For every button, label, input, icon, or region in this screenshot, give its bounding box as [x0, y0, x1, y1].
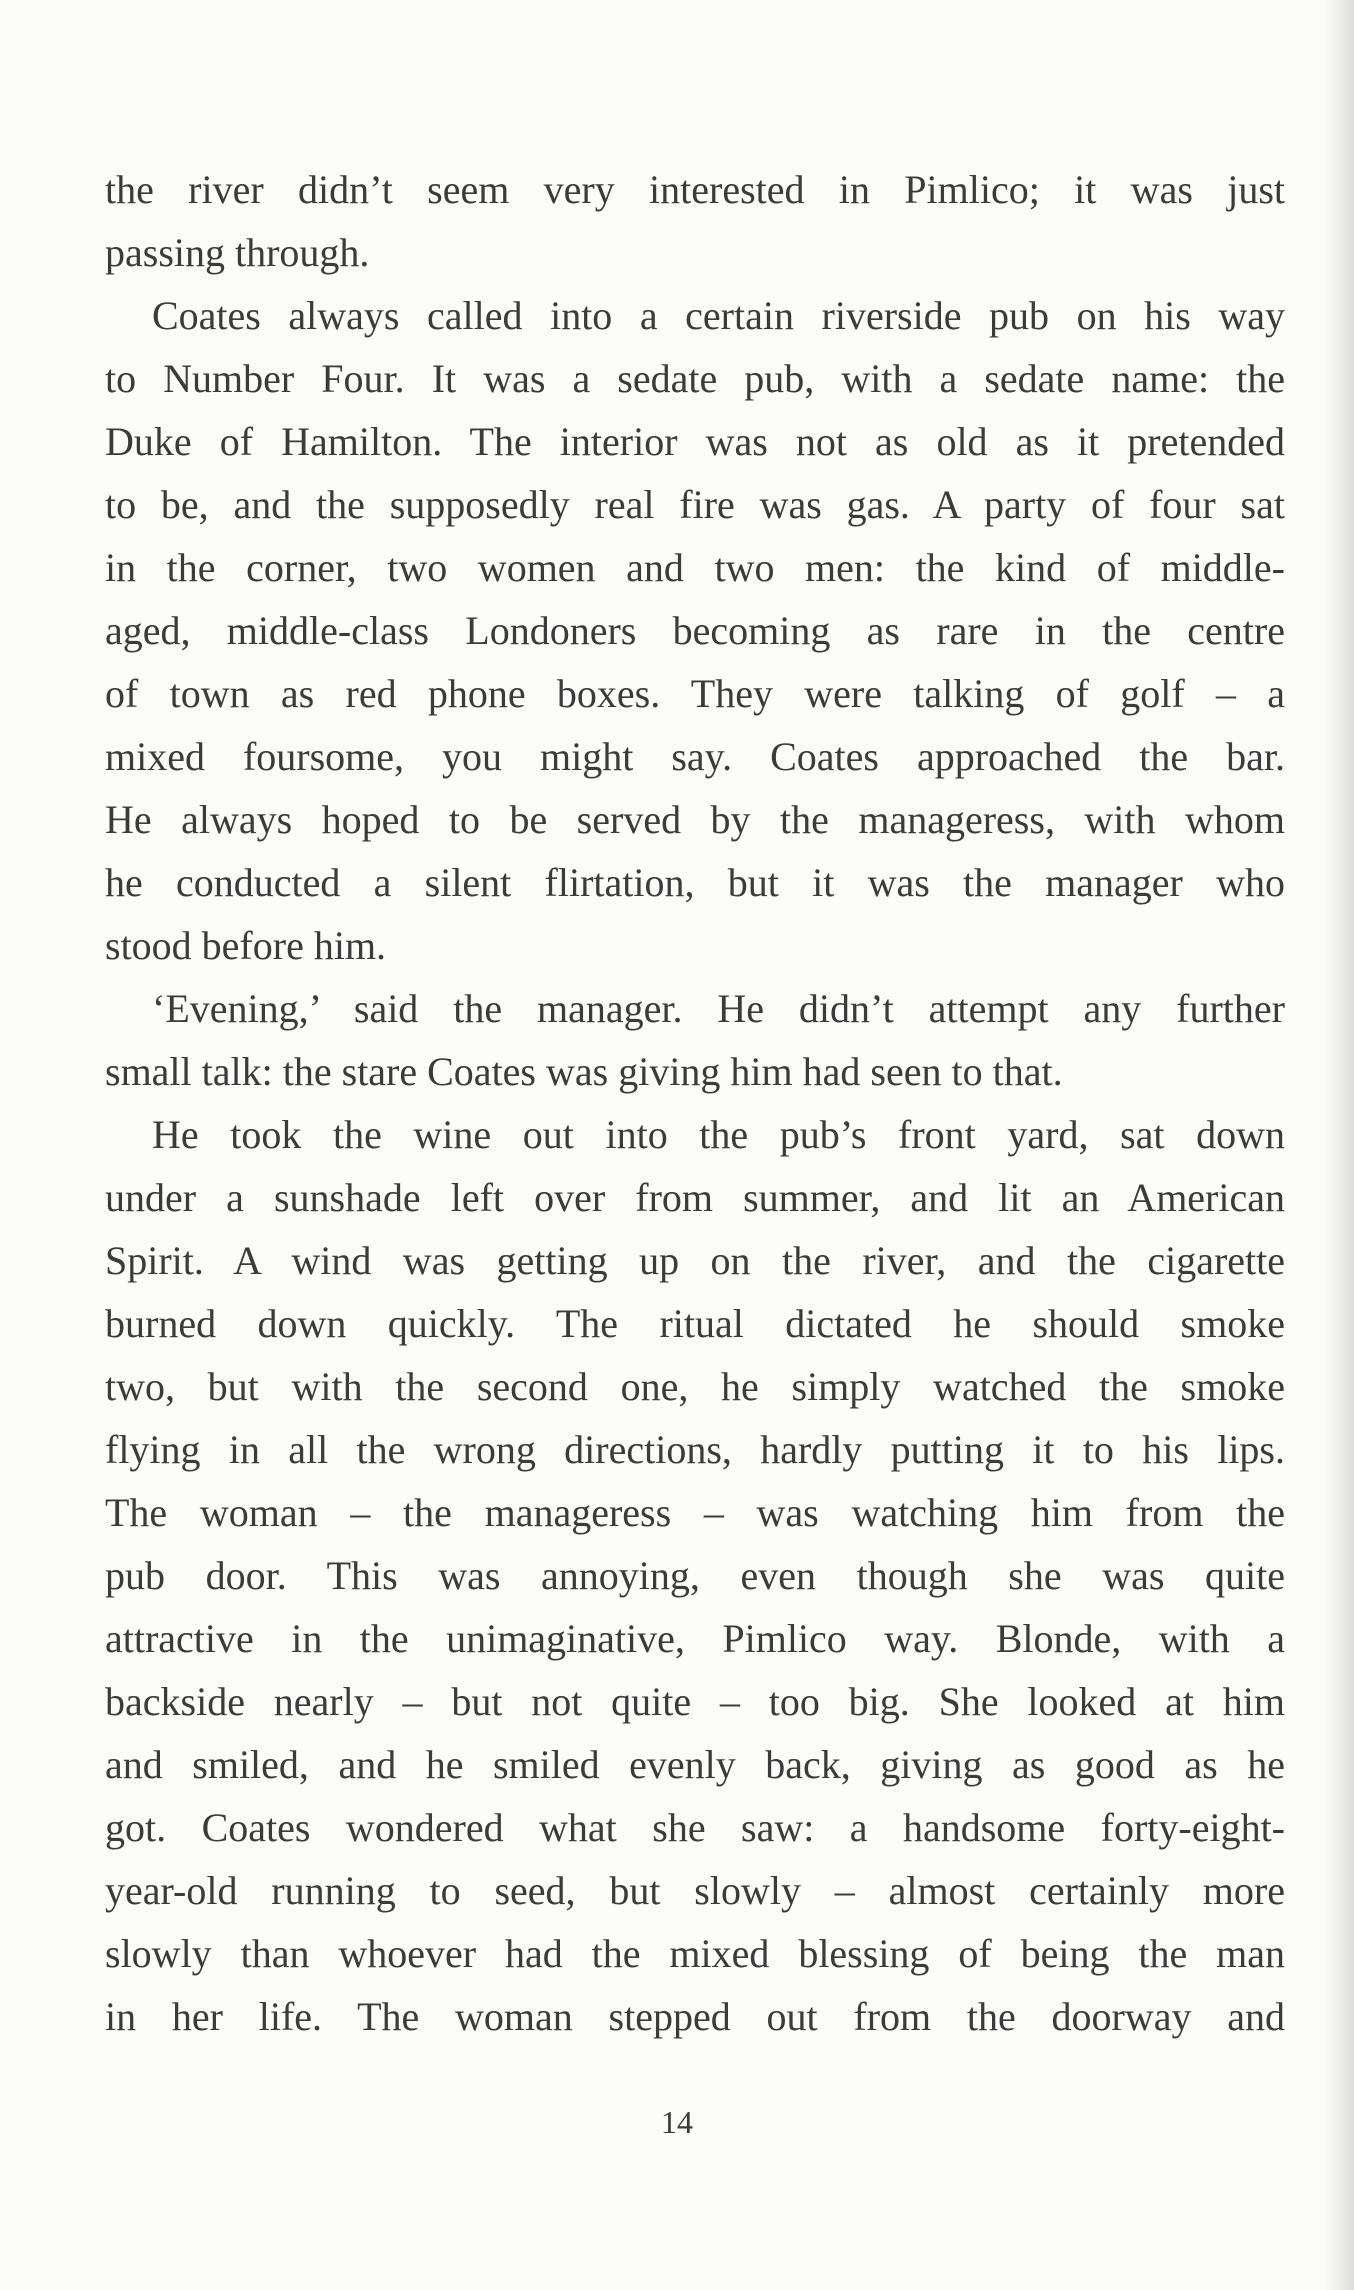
text-line: He always hoped to be served by the manageress, with whom: [105, 797, 1285, 842]
text-line: passing through.: [105, 230, 370, 275]
text-line: two, but with the second one, he simply watched the smoke: [105, 1364, 1285, 1409]
text-line: The woman – the manageress – was watching him from the: [105, 1490, 1285, 1535]
text-line: of town as red phone boxes. They were talking of golf – a: [105, 671, 1285, 716]
paragraph: [105, 284, 1285, 977]
paragraph: [105, 1103, 1285, 2048]
paragraph: [105, 977, 1285, 1103]
text-line: the river didn’t seem very interested in Pimlico; it was just: [105, 167, 1285, 212]
text-line: burned down quickly. The ritual dictated he should smoke: [105, 1301, 1285, 1346]
text-line: He took the wine out into the pub’s front yard, sat down: [152, 1112, 1285, 1157]
text-line: year-old running to seed, but slowly – almost certainly more: [105, 1868, 1285, 1913]
text-line: flying in all the wrong directions, hardly putting it to his lips.: [105, 1427, 1285, 1472]
text-line: small talk: the stare Coates was giving him had seen to that.: [105, 1049, 1063, 1094]
text-line: in the corner, two women and two men: the kind of middle-: [105, 545, 1285, 590]
text-line: got. Coates wondered what she saw: a handsome forty-eight-: [105, 1805, 1285, 1850]
page-edge-shadow: [1324, 0, 1354, 2290]
text-line: ‘Evening,’ said the manager. He didn’t attempt any further: [152, 986, 1285, 1031]
text-line: in her life. The woman stepped out from the doorway and: [105, 1994, 1285, 2039]
text-line: backside nearly – but not quite – too big. She looked at him: [105, 1679, 1285, 1724]
text-line: slowly than whoever had the mixed blessing of being the man: [105, 1931, 1285, 1976]
paragraph: [105, 158, 1285, 284]
text-line: Spirit. A wind was getting up on the river, and the cigarette: [105, 1238, 1285, 1283]
text-line: he conducted a silent flirtation, but it was the manager who: [105, 860, 1285, 905]
text-line: to be, and the supposedly real fire was gas. A party of four sat: [105, 482, 1285, 527]
text-line: aged, middle-class Londoners becoming as rare in the centre: [105, 608, 1285, 653]
text-line: and smiled, and he smiled evenly back, giving as good as he: [105, 1742, 1285, 1787]
text-line: mixed foursome, you might say. Coates approached the bar.: [105, 734, 1285, 779]
body-text: [105, 158, 1285, 2048]
text-line: attractive in the unimaginative, Pimlico way. Blonde, with a: [105, 1616, 1285, 1661]
text-line: pub door. This was annoying, even though she was quite: [105, 1553, 1285, 1598]
text-line: to Number Four. It was a sedate pub, with a sedate name: the: [105, 356, 1285, 401]
text-line: stood before him.: [105, 923, 387, 968]
text-line: Coates always called into a certain riverside pub on his way: [152, 293, 1285, 338]
page-number: 14: [661, 2104, 693, 2140]
text-line: under a sunshade left over from summer, and lit an American: [105, 1175, 1285, 1220]
text-line: Duke of Hamilton. The interior was not as old as it pretended: [105, 419, 1285, 464]
